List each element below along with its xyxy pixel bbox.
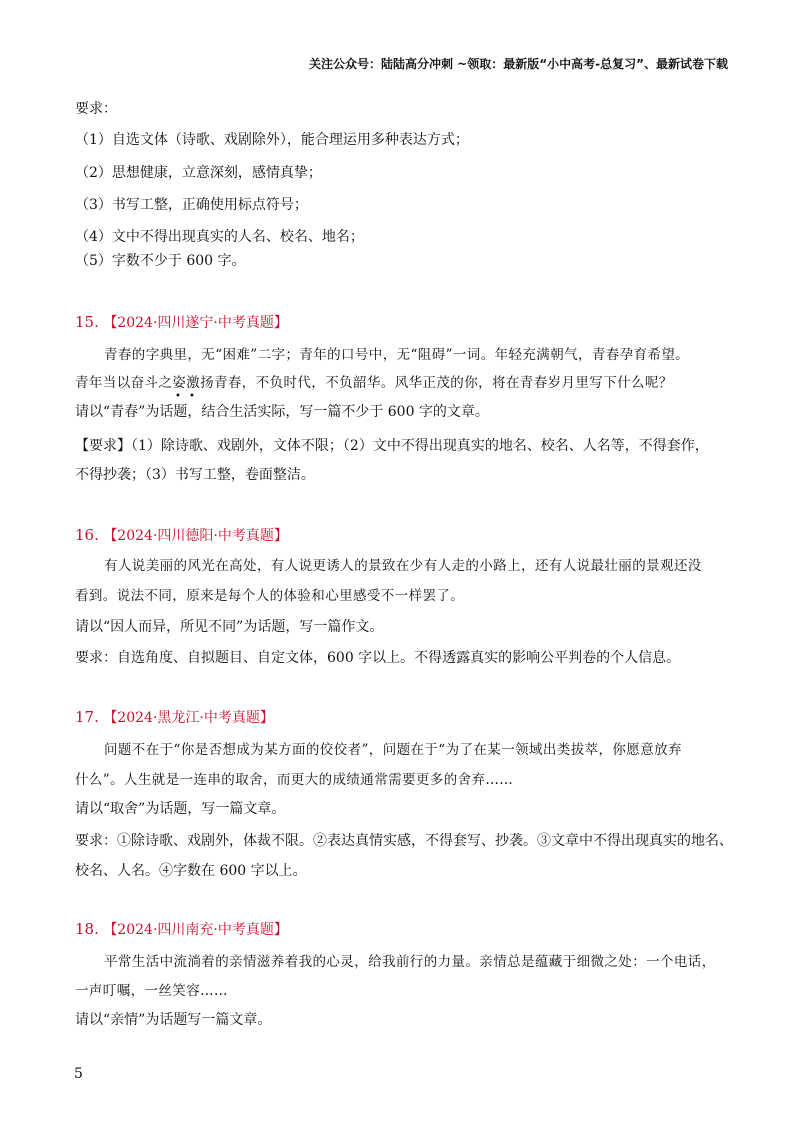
page-number: 5	[74, 1066, 83, 1082]
question-source-tag: 【2024·四川南充·中考真题】	[103, 922, 288, 938]
requirement-text: 校名、人名。④字数在 600 字以上。	[75, 863, 307, 879]
material-text: 有人说美丽的风光在高处，有人说更诱人的景致在少有人走的小路上，还有人说最壮丽的景观还没	[104, 558, 702, 574]
material-text: 问题不在于“你是否想成为某方面的佼佼者”，问题在于“为了在某一领域出类拔萃，你愿意放弃	[104, 742, 682, 758]
requirement-item: （3）书写工整，正确使用标点符号；	[75, 197, 308, 213]
emphasis-dot: •	[175, 391, 181, 402]
requirement-item: （2）思想健康，立意深刻，感情真挚；	[75, 165, 322, 181]
question-source-tag: 【2024·黑龙江·中考真题】	[103, 710, 274, 726]
requirement-text: 不得抄袭；（3）书写工整，卷面整洁。	[75, 467, 315, 483]
material-text: 平常生活中流淌着的亲情滋养着我的心灵，给我前行的力量。亲情总是蕴藏于细微之处：一个电话，	[104, 954, 716, 970]
question-source-tag: 【2024·四川遂宁·中考真题】	[103, 315, 288, 331]
question-number: 16.	[75, 526, 99, 544]
requirement-item: （1）自选文体（诗歌、戏剧除外），能合理运用多种表达方式；	[75, 132, 469, 148]
writing-prompt: 请以“亲情”为话题写一篇文章。	[75, 1012, 272, 1028]
writing-prompt: 请以“取舍”为话题，写一篇文章。	[75, 801, 286, 817]
requirement-text: 【要求】（1）除诗歌、戏剧外，文体不限；（2）文中不得出现真实的地名、校名、人名等，不得套作，	[75, 438, 709, 454]
material-text: 青年当以奋斗之姿激扬青春，不负时代，不负韶华。风华正茂的你，将在青春岁月里写下什么呢？	[75, 375, 673, 391]
page-header: 关注公众号：陆陆高分冲刺 ~领取：最新版“小中高考-总复习”、最新试卷下载	[309, 57, 728, 71]
question-number: 17.	[75, 708, 99, 726]
requirements-title: 要求：	[75, 101, 117, 117]
requirement-text: 要求：自选角度、自拟题目、自定文体，600 字以上。不得透露真实的影响公平判卷的个人信息。	[75, 650, 681, 666]
question-number: 15.	[75, 313, 99, 331]
writing-prompt: 请以“青春”为话题，结合生活实际，写一篇不少于 600 字的文章。	[75, 404, 489, 420]
requirement-item: （4）文中不得出现真实的人名、校名、地名；	[75, 229, 364, 245]
writing-prompt: 请以“因人而异，所见不同”为话题，写一篇作文。	[75, 619, 384, 635]
material-text: 看到。说法不同，原来是每个人的体验和心里感受不一样罢了。	[75, 588, 465, 604]
material-text: 什么”。人生就是一连串的取舍，而更大的成绩通常需要更多的舍弃……	[75, 772, 514, 788]
question-source-tag: 【2024·四川德阳·中考真题】	[103, 528, 288, 544]
material-text: 一声叮嘱，一丝笑容……	[75, 983, 228, 999]
requirement-text: 要求：①除诗歌、戏剧外，体裁不限。②表达真情实感，不得套写、抄袭。③文章中不得出现真实的地名、	[75, 833, 733, 849]
requirement-item: （5）字数不少于 600 字。	[75, 253, 246, 269]
material-text: 青春的字典里，无“困难”二字；青年的口号中，无“阻碍”一词。年轻充满朝气，青春孕育希望。	[104, 347, 690, 363]
question-number: 18.	[75, 920, 99, 938]
emphasis-dot: •	[189, 391, 195, 402]
